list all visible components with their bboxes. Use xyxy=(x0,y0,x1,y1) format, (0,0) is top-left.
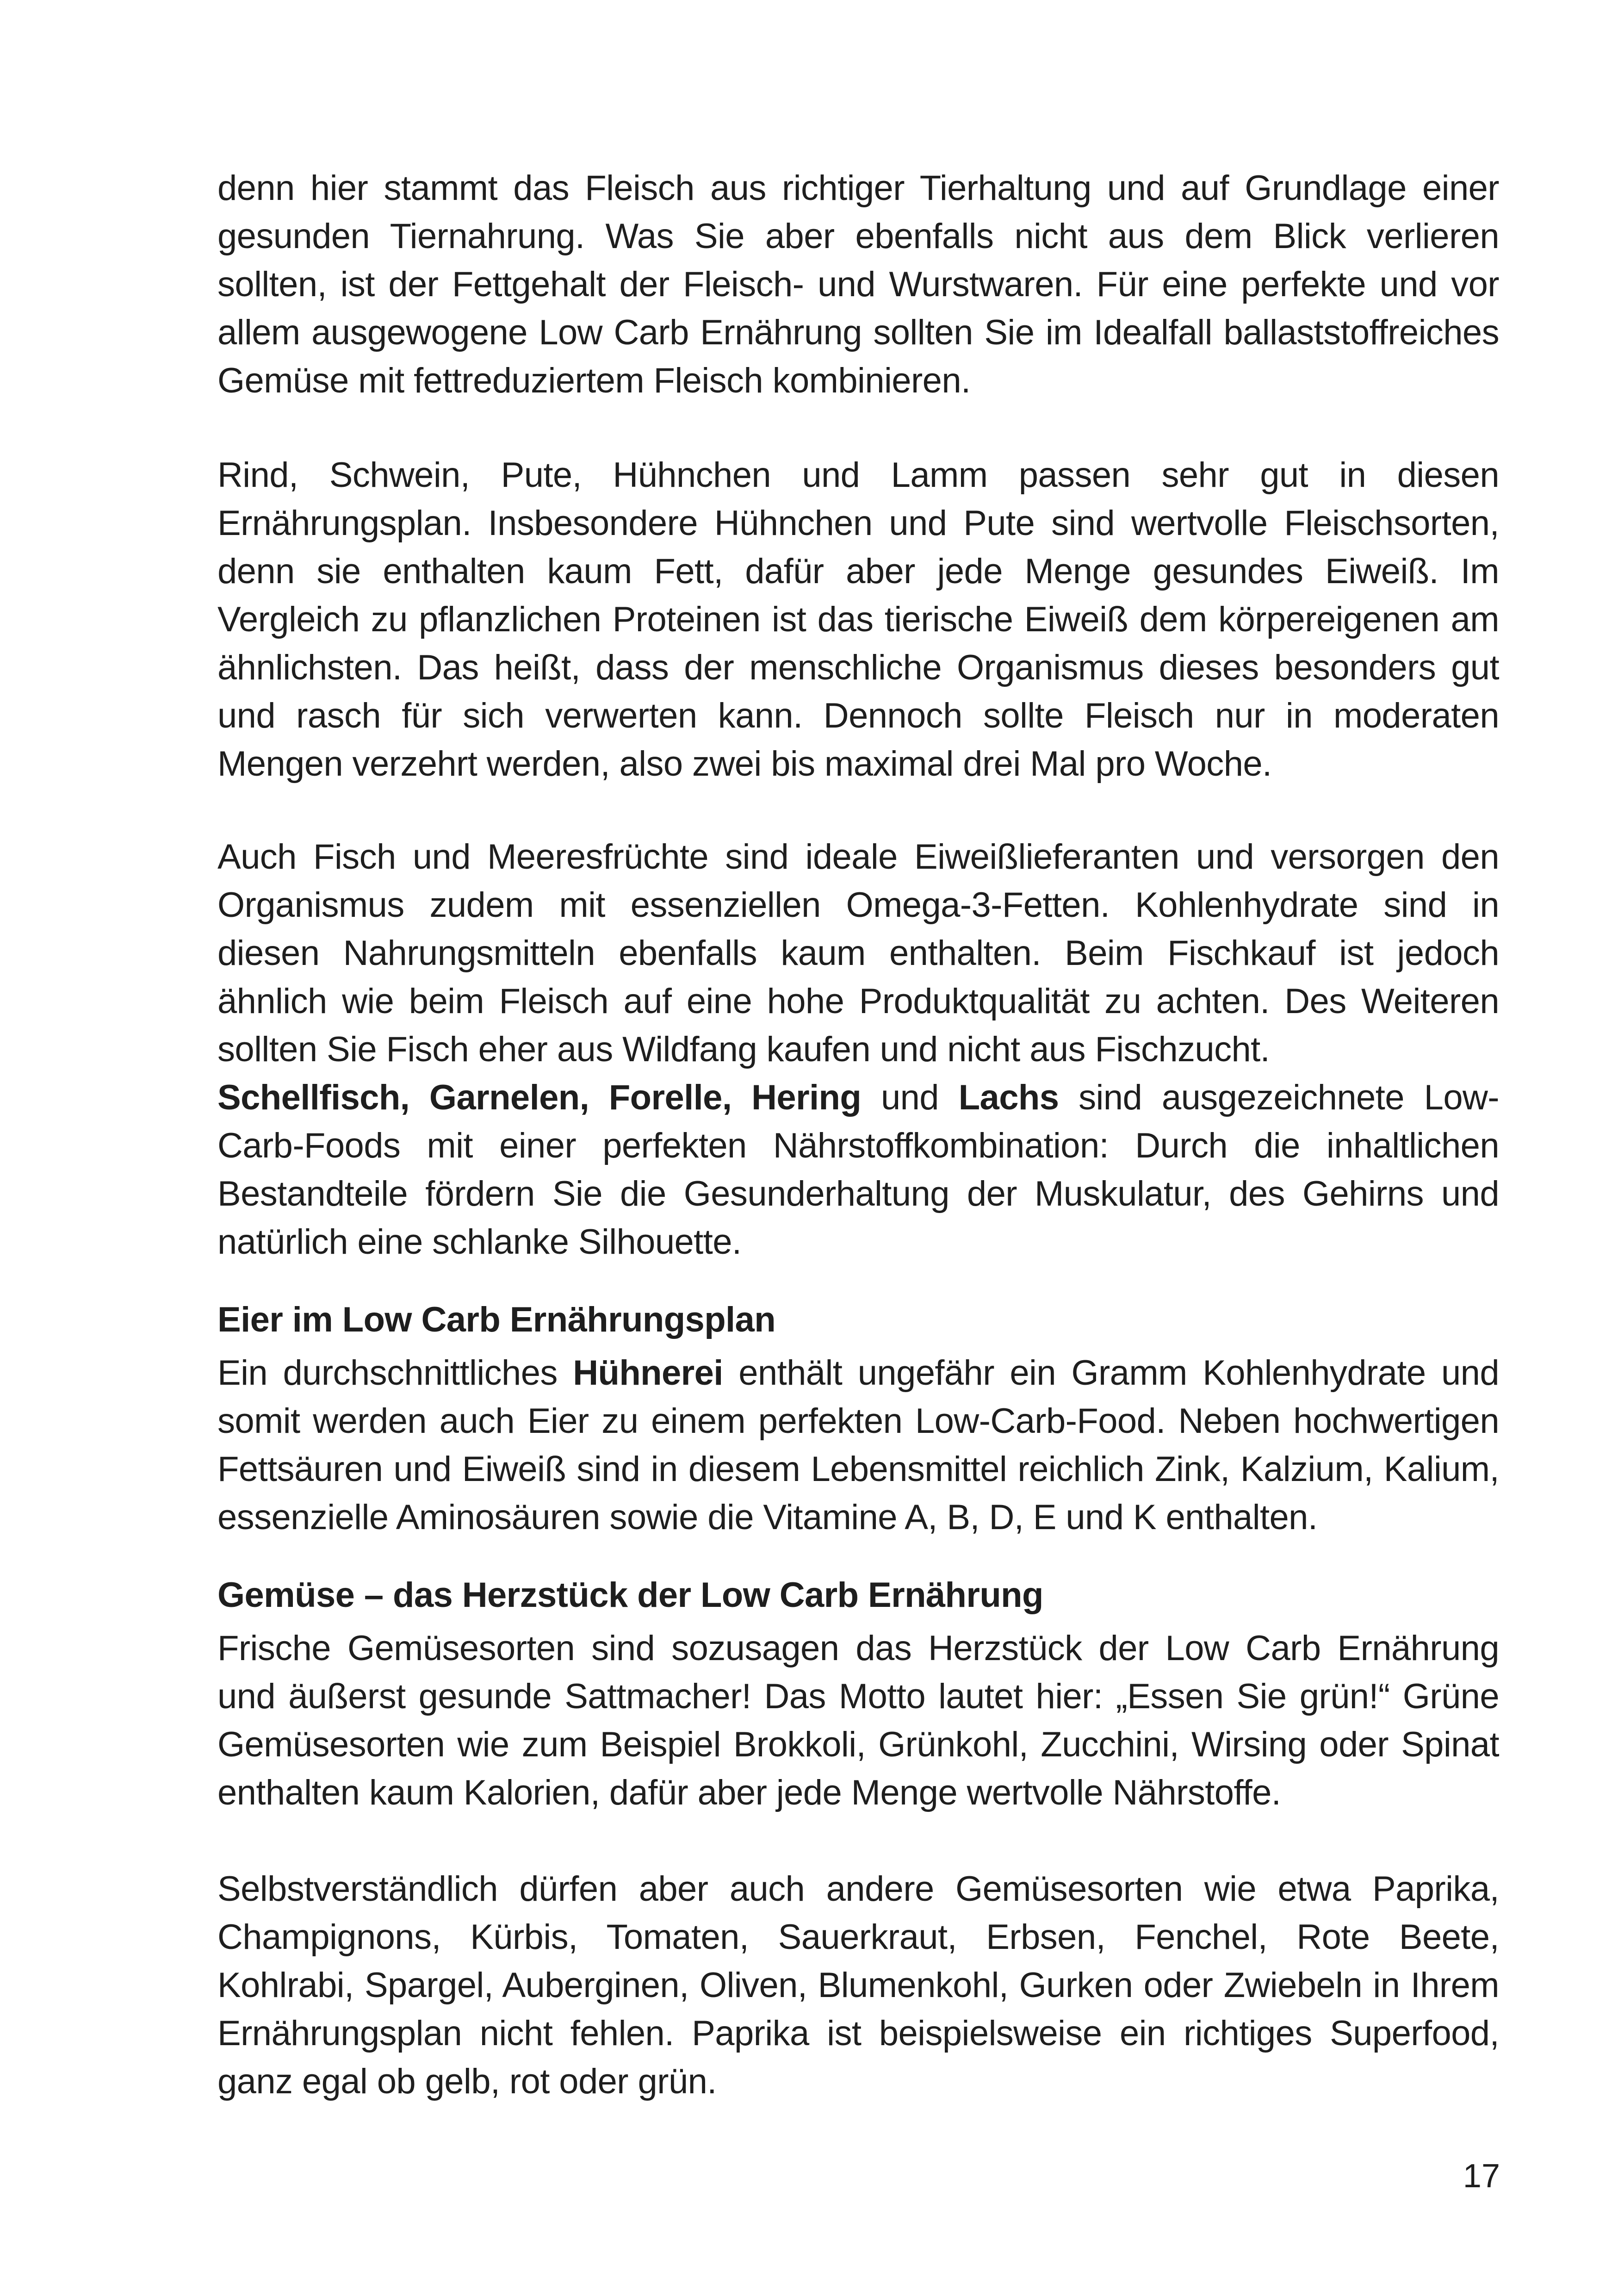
paragraph-fish: Auch Fisch und Meeresfrüchte sind ideale Eiweißlieferanten und versorgen den Organismus zudem mit essenziellen Omega-3-Fetten. Kohlenhydrate sind in diesen Nahrungsmitteln ebenfalls kaum enthalten. Beim Fischkauf ist jedoch ähnlich wie beim Fleisch auf eine hohe Produktqualität zu achten. Des Weiteren sollten Sie Fisch eher aus Wildfang kaufen und nicht aus Fischzucht. xyxy=(217,837,1499,1069)
heading-eggs: Eier im Low Carb Ernährungsplan xyxy=(217,1300,776,1339)
bold-fish-list: Schellfisch, Garnelen, Forelle, Hering xyxy=(217,1078,862,1117)
heading-vegetables: Gemüse – das Herzstück der Low Carb Ernährung xyxy=(217,1575,1043,1615)
paragraph-meat-types: Rind, Schwein, Pute, Hühnchen und Lamm passen sehr gut in diesen Ernährungsplan. Insbesondere Hühnchen und Pute sind wertvolle Fleischsorten, denn sie enthalten kaum Fett, dafür aber jede Menge gesundes Eiweiß. Im Vergleich zu pflanzlichen Proteinen ist das tierische Eiweiß dem körpereigenen am ähnlichsten. Das heißt, dass der menschliche Organismus dieses besonders gut und rasch für sich verwerten kann. Dennoch sollte Fleisch nur in moderaten Mengen verzehrt werden, also zwei bis maximal drei Mal pro Woche. xyxy=(217,455,1499,784)
bold-salmon: Lachs xyxy=(958,1078,1059,1117)
paragraph-vegetables-green: Frische Gemüsesorten sind sozusagen das Herzstück der Low Carb Ernährung und äußerst gesunde Sattmacher! Das Motto lautet hier: „Essen Sie grün!“ Grüne Gemüsesorten wie zum Beispiel Brokkoli, Grünkohl, Zucchini, Wirsing oder Spinat enthalten kaum Kalorien, dafür aber jede Menge wertvolle Nährstoffe. xyxy=(217,1629,1499,1812)
fish-types-rest: sind ausgezeichnete Low-Carb-Foods mit einer perfekten Nährstoffkombination: Durch die inhaltlichen Bestandteile fördern Sie die Gesunderhaltung der Muskulatur, des Gehirns und natürlich eine schlanke Silhouette. xyxy=(217,1078,1499,1262)
paragraph-eggs xyxy=(217,1349,1499,1542)
fish-connector: und xyxy=(861,1078,959,1117)
bold-egg: Hühnerei xyxy=(573,1353,723,1393)
paragraph-meat-quality: denn hier stammt das Fleisch aus richtiger Tierhaltung und auf Grundlage einer gesunden Tiernahrung. Was Sie aber ebenfalls nicht aus dem Blick verlieren sollten, ist der Fettgehalt der Fleisch- und Wurstwaren. Für eine perfekte und vor allem ausgewogene Low Carb Ernährung sollten Sie im Idealfall ballaststoffreiches Gemüse mit fettreduziertem Fleisch kombinieren. xyxy=(217,168,1499,400)
eggs-intro: Ein durchschnittliches xyxy=(217,1353,573,1393)
paragraph-fish-types xyxy=(217,1074,1499,1266)
page-number: 17 xyxy=(1463,2158,1500,2195)
paragraph-vegetables-other: Selbstverständlich dürfen aber auch andere Gemüsesorten wie etwa Paprika, Champignons, Kürbis, Tomaten, Sauerkraut, Erbsen, Fenchel, Rote Beete, Kohlrabi, Spargel, Auberginen, Oliven, Blumenkohl, Gurken oder Zwiebeln in Ihrem Ernährungsplan nicht fehlen. Paprika ist beispielsweise ein richtiges Superfood, ganz egal ob gelb, rot oder grün. xyxy=(217,1869,1499,2101)
eggs-rest: enthält ungefähr ein Gramm Kohlenhydrate und somit werden auch Eier zu einem perfekten Low-Carb-Food. Neben hochwertigen Fettsäuren und Eiweiß sind in diesem Lebensmittel reichlich Zink, Kalzium, Kalium, essenzielle Aminosäuren sowie die Vitamine A, B, D, E und K enthalten. xyxy=(217,1353,1499,1537)
